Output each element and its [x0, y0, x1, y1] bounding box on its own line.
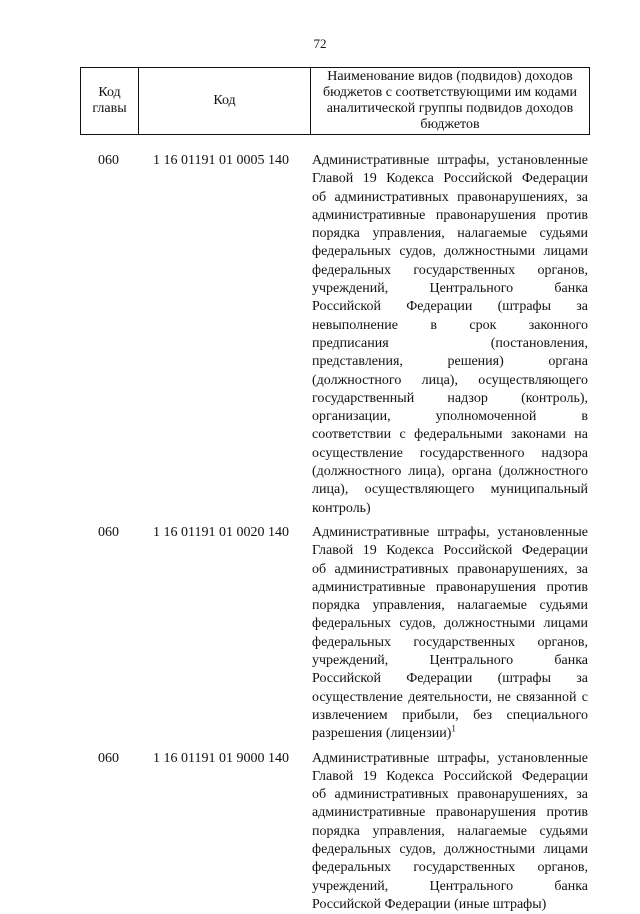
revenue-name-line: федеральных государственных органов, [312, 859, 588, 877]
revenue-name-line: невыполнение в срок законного [312, 317, 588, 335]
revenue-code-cell: 1 16 01191 01 0020 140 [153, 524, 289, 542]
revenue-name-line: Главой 19 Кодекса Российской Федерации [312, 170, 588, 188]
revenue-name-line: административные правонарушения против [312, 579, 588, 597]
revenue-name-line: лица), осуществляющего муниципальный [312, 481, 588, 499]
revenue-name-cell [312, 152, 588, 518]
chapter-code-cell: 060 [98, 152, 119, 170]
revenue-name-line: осуществление деятельности, не связанной с [312, 689, 588, 707]
revenue-name-line: порядка управления, налагаемые судьями [312, 823, 588, 841]
revenue-name-line: представления, решения) органа [312, 353, 588, 371]
revenue-name-line: разрешения (лицензии)$^1$ [312, 725, 588, 743]
revenue-name-line: Российской Федерации (штрафы за [312, 670, 588, 688]
revenue-name-line: об административных правонарушениях, за [312, 561, 588, 579]
header-name-line: бюджетов с соответствующими им кодами [323, 85, 577, 101]
header-code-label: Код [213, 93, 235, 109]
revenue-name-line: федеральных судов, должностными лицами [312, 841, 588, 859]
revenue-code-cell: 1 16 01191 01 0005 140 [153, 152, 289, 170]
revenue-name-cell [312, 750, 588, 914]
revenue-name-line: Российской Федерации (штрафы за [312, 298, 588, 316]
revenue-name-line: Административные штрафы, установленные [312, 524, 588, 542]
revenue-name-line: организации, уполномоченной в [312, 408, 588, 426]
revenue-name-line: учреждений, Центрального банка [312, 878, 588, 896]
revenue-name-line: Административные штрафы, установленные [312, 152, 588, 170]
revenue-name-line: предписания (постановления, [312, 335, 588, 353]
footnote-marker: 1 [451, 724, 456, 734]
revenue-name-line: государственный надзор (контроль), [312, 390, 588, 408]
revenue-name-line: осуществление государственного надзора [312, 445, 588, 463]
page-number: 72 [0, 36, 640, 52]
chapter-code-cell: 060 [98, 750, 119, 768]
revenue-name-line: Российской Федерации (иные штрафы) [312, 896, 588, 914]
revenue-name-line: порядка управления, налагаемые судьями [312, 225, 588, 243]
revenue-name-line: Главой 19 Кодекса Российской Федерации [312, 768, 588, 786]
revenue-name-line: федеральных судов, должностными лицами [312, 243, 588, 261]
table-row [0, 524, 640, 744]
revenue-code-cell: 1 16 01191 01 9000 140 [153, 750, 289, 768]
revenue-name-line: соответствии с федеральными законами на [312, 426, 588, 444]
revenue-name-line: об административных правонарушениях, за [312, 786, 588, 804]
header-name-line: бюджетов [323, 117, 577, 133]
revenue-name-line: учреждений, Центрального банка [312, 652, 588, 670]
revenue-name-line: Главой 19 Кодекса Российской Федерации [312, 542, 588, 560]
header-chapter-code-line: главы [92, 101, 126, 117]
header-code [139, 68, 311, 134]
revenue-name-line: Административные штрафы, установленные [312, 750, 588, 768]
header-name-line: Наименование видов (подвидов) доходов [323, 69, 577, 85]
revenue-name-line: федеральных государственных органов, [312, 262, 588, 280]
revenue-name-line: об административных правонарушениях, за [312, 189, 588, 207]
revenue-name-line: извлечением прибыли, без специального [312, 707, 588, 725]
table-body [0, 152, 640, 914]
table-header [80, 67, 590, 135]
revenue-name-line: (должностного лица), органа (должностного [312, 463, 588, 481]
table-row [0, 750, 640, 914]
revenue-name-line: административные правонарушения против [312, 804, 588, 822]
header-chapter-code [81, 68, 139, 134]
chapter-code-cell: 060 [98, 524, 119, 542]
header-chapter-code-line: Код [92, 85, 126, 101]
revenue-name-line: порядка управления, налагаемые судьями [312, 597, 588, 615]
revenue-name-line: федеральных государственных органов, [312, 634, 588, 652]
header-name [311, 68, 589, 134]
header-name-line: аналитической группы подвидов доходов [323, 101, 577, 117]
revenue-name-line: федеральных судов, должностными лицами [312, 615, 588, 633]
revenue-name-line: учреждений, Центрального банка [312, 280, 588, 298]
revenue-name-line: административные правонарушения против [312, 207, 588, 225]
revenue-name-cell [312, 524, 588, 744]
table-row [0, 152, 640, 518]
revenue-name-line: (должностного лица), осуществляющего [312, 372, 588, 390]
revenue-name-line: контроль) [312, 500, 588, 518]
